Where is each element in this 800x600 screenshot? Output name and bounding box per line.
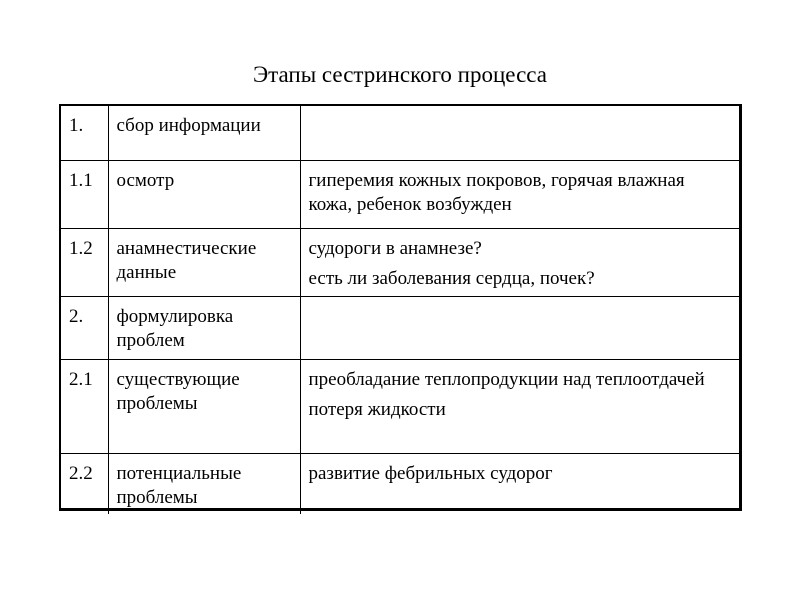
stage-details xyxy=(300,453,739,514)
row-number: 1.2 xyxy=(61,228,108,296)
table-row xyxy=(61,106,739,160)
stage-details xyxy=(300,106,739,160)
row-number: 2.2 xyxy=(61,453,108,514)
stage-name: потенциальные проблемы xyxy=(108,453,300,514)
stage-name: осмотр xyxy=(108,160,300,228)
detail-line: есть ли заболевания сердца, почек? xyxy=(308,267,595,289)
page-title: Этапы сестринского процесса xyxy=(253,62,547,87)
nursing-process-table xyxy=(59,104,742,511)
detail-line: судороги в анамнезе? xyxy=(308,237,482,259)
stage-details xyxy=(300,160,739,228)
row-number: 1.1 xyxy=(61,160,108,228)
row-number: 2.1 xyxy=(61,359,108,453)
detail-line: преобладание теплопродукции над теплоотдачей xyxy=(308,368,705,390)
stage-name: анамнестические данные xyxy=(108,228,300,296)
detail-line: гиперемия кожных покровов, горячая влажная кожа, ребенок возбужден xyxy=(308,169,685,215)
row-number: 2. xyxy=(61,296,108,359)
stage-name: сбор информации xyxy=(108,106,300,160)
stage-details xyxy=(300,228,739,296)
stage-name: существующие проблемы xyxy=(108,359,300,453)
detail-line: потеря жидкости xyxy=(308,398,446,420)
stage-name: формулировка проблем xyxy=(108,296,300,359)
row-number: 1. xyxy=(61,106,108,160)
table-row xyxy=(61,228,739,296)
table-row xyxy=(61,160,739,228)
stage-details xyxy=(300,296,739,359)
stage-details xyxy=(300,359,739,453)
table-row xyxy=(61,359,739,453)
detail-line: развитие фебрильных судорог xyxy=(308,462,553,484)
table-row xyxy=(61,296,739,359)
table-row xyxy=(61,453,739,514)
